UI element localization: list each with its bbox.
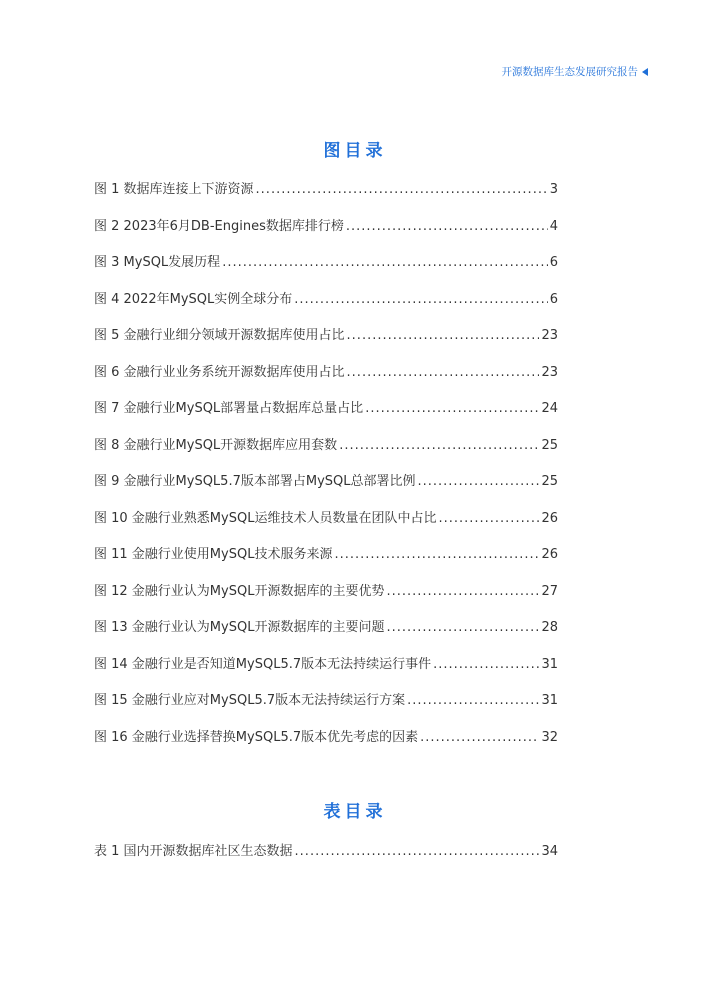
tables-toc-list bbox=[94, 840, 558, 877]
triangle-left-icon bbox=[642, 68, 648, 76]
figures-toc-list bbox=[94, 178, 558, 762]
toc-entry-page: 23 bbox=[541, 364, 558, 380]
report-title: 开源数据库生态发展研究报告 bbox=[501, 66, 638, 78]
toc-entry[interactable] bbox=[94, 580, 558, 617]
dot-leader bbox=[386, 620, 539, 635]
toc-entry[interactable] bbox=[94, 251, 558, 288]
dot-leader bbox=[365, 401, 539, 416]
toc-entry-page: 34 bbox=[541, 844, 558, 859]
toc-entry[interactable] bbox=[94, 434, 558, 471]
toc-entry-label: 图 1 数据库连接上下游资源 bbox=[94, 182, 254, 197]
toc-entry-page: 23 bbox=[541, 328, 558, 343]
toc-entry[interactable] bbox=[94, 178, 558, 215]
figures-toc-title: 图目录 bbox=[323, 141, 387, 161]
toc-entry[interactable] bbox=[94, 689, 558, 726]
toc-entry-label: 图 5 金融行业细分领域开源数据库使用占比 bbox=[94, 328, 345, 343]
toc-entry-label: 图 6 金融行业业务系统开源数据库使用占比 bbox=[94, 364, 345, 380]
toc-entry[interactable] bbox=[94, 397, 558, 434]
toc-entry-label: 图 9 金融行业MySQL5.7版本部署占MySQL总部署比例 bbox=[94, 474, 416, 489]
toc-entry-label: 图 14 金融行业是否知道MySQL5.7版本无法持续运行事件 bbox=[94, 656, 432, 672]
toc-entry-page: 31 bbox=[541, 693, 558, 708]
dot-leader bbox=[417, 474, 539, 489]
dot-leader bbox=[256, 182, 548, 197]
toc-entry[interactable] bbox=[94, 616, 558, 653]
toc-entry-page: 6 bbox=[549, 291, 558, 307]
dot-leader bbox=[407, 693, 539, 708]
tables-toc-title: 表目录 bbox=[323, 802, 387, 822]
toc-entry-page: 27 bbox=[541, 583, 558, 599]
dot-leader bbox=[386, 584, 539, 599]
toc-entry-page: 26 bbox=[541, 510, 558, 526]
toc-entry-label: 图 3 MySQL发展历程 bbox=[94, 255, 221, 270]
toc-entry[interactable] bbox=[94, 215, 558, 252]
toc-entry-label: 图 10 金融行业熟悉MySQL运维技术人员数量在团队中占比 bbox=[94, 510, 437, 526]
toc-entry-page: 25 bbox=[541, 474, 558, 489]
dot-leader bbox=[438, 511, 539, 526]
toc-entry-label: 图 4 2022年MySQL实例全球分布 bbox=[94, 291, 293, 307]
toc-entry-page: 24 bbox=[541, 401, 558, 416]
dot-leader bbox=[347, 365, 540, 380]
toc-entry-label: 图 16 金融行业选择替换MySQL5.7版本优先考虑的因素 bbox=[94, 729, 419, 745]
toc-entry-page: 6 bbox=[549, 255, 558, 270]
toc-entry-page: 3 bbox=[549, 182, 558, 197]
toc-entry[interactable] bbox=[94, 507, 558, 544]
toc-entry-label: 表 1 国内开源数据库社区生态数据 bbox=[94, 844, 293, 859]
dot-leader bbox=[420, 730, 539, 745]
toc-entry-page: 31 bbox=[541, 656, 558, 672]
dot-leader bbox=[222, 255, 548, 270]
toc-entry-page: 4 bbox=[549, 218, 558, 234]
dot-leader bbox=[347, 328, 540, 343]
dot-leader bbox=[295, 844, 540, 859]
toc-entry[interactable] bbox=[94, 653, 558, 690]
toc-entry-label: 图 2 2023年6月DB-Engines数据库排行榜 bbox=[94, 218, 344, 234]
toc-entry-label: 图 15 金融行业应对MySQL5.7版本无法持续运行方案 bbox=[94, 693, 406, 708]
toc-entry-page: 25 bbox=[541, 437, 558, 453]
toc-entry-page: 26 bbox=[541, 547, 558, 562]
toc-entry-page: 32 bbox=[541, 729, 558, 745]
toc-entry[interactable] bbox=[94, 543, 558, 580]
toc-entry[interactable] bbox=[94, 324, 558, 361]
toc-entry[interactable] bbox=[94, 726, 558, 763]
dot-leader bbox=[334, 547, 539, 562]
page-header bbox=[502, 64, 649, 79]
toc-entry-page: 28 bbox=[541, 620, 558, 635]
toc-entry[interactable] bbox=[94, 361, 558, 398]
dot-leader bbox=[294, 292, 547, 307]
toc-entry-label: 图 7 金融行业MySQL部署量占数据库总量占比 bbox=[94, 401, 364, 416]
dot-leader bbox=[346, 219, 548, 234]
toc-entry-label: 图 12 金融行业认为MySQL开源数据库的主要优势 bbox=[94, 583, 385, 599]
toc-entry-label: 图 13 金融行业认为MySQL开源数据库的主要问题 bbox=[94, 620, 385, 635]
dot-leader bbox=[339, 438, 539, 453]
toc-entry[interactable] bbox=[94, 288, 558, 325]
toc-entry[interactable] bbox=[94, 840, 558, 877]
toc-entry-label: 图 8 金融行业MySQL开源数据库应用套数 bbox=[94, 437, 338, 453]
toc-entry-label: 图 11 金融行业使用MySQL技术服务来源 bbox=[94, 547, 333, 562]
dot-leader bbox=[433, 657, 539, 672]
toc-entry[interactable] bbox=[94, 470, 558, 507]
